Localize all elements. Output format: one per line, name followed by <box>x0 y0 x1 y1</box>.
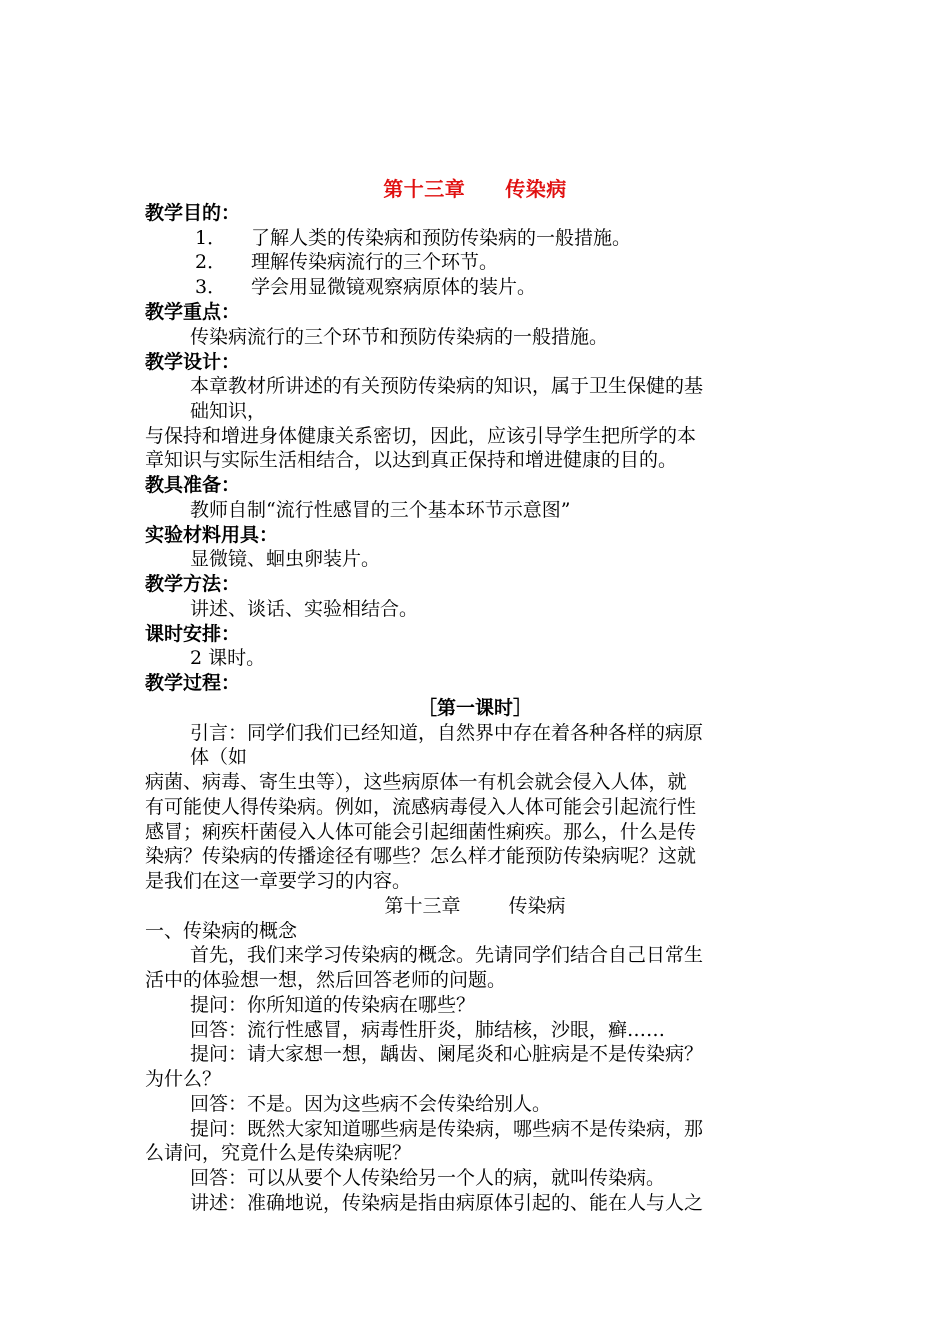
objective-item-1 <box>195 226 631 250</box>
objective-text: 理解传染病流行的三个环节。 <box>251 251 499 273</box>
body-line: 回答：不是。因为这些病不会传染给别人。 <box>190 1093 552 1115</box>
chapter-subtitle-name: 传染病 <box>508 895 566 917</box>
design-line: 本章教材所讲述的有关预防传染病的知识，属于卫生保健的基 <box>190 375 704 397</box>
design-line: 与保持和增进身体健康关系密切，因此，应该引导学生把所学的本 <box>145 425 697 447</box>
intro-line: 是我们在这一章要学习的内容。 <box>145 870 412 892</box>
intro-line: 病菌、病毒、寄生虫等），这些病原体一有机会就会侵入人体，就 <box>145 771 687 793</box>
objective-text: 了解人类的传染病和预防传染病的一般措施。 <box>251 227 632 249</box>
objective-number: 1． <box>195 227 227 249</box>
objective-item-2 <box>195 250 498 274</box>
objective-number: 2． <box>195 251 227 273</box>
chapter-subtitle <box>145 894 805 918</box>
chapter-title-name: 传染病 <box>505 177 567 201</box>
body-line: 提问：你所知道的传染病在哪些？ <box>190 994 476 1016</box>
body-line: 么请问，究竟什么是传染病呢？ <box>145 1142 412 1164</box>
intro-line: 染病？传染病的传播途径有哪些？怎么样才能预防传染病呢？这就 <box>145 845 697 867</box>
design-line: 础知识， <box>190 400 267 422</box>
objective-item-3 <box>195 275 536 299</box>
intro-line: 感冒；痢疾杆菌侵入人体可能会引起细菌性痢疾。那么，什么是传 <box>145 821 697 843</box>
objectives-heading: 教学目的： <box>145 202 241 224</box>
schedule-heading: 课时安排： <box>145 623 241 645</box>
body-line: 提问：请大家想一想，龋齿、阑尾炎和心脏病是不是传染病？ <box>190 1043 704 1065</box>
methods-heading: 教学方法： <box>145 573 241 595</box>
schedule-text: 2 课时。 <box>190 647 266 669</box>
objective-number: 3． <box>195 276 227 298</box>
body-line: 回答：可以从要个人传染给另一个人的病，就叫传染病。 <box>190 1167 666 1189</box>
intro-line: 有可能使人得传染病。例如，流感病毒侵入人体可能会引起流行性 <box>145 796 697 818</box>
chapter-title <box>0 173 950 202</box>
lesson-label: ［第一课时］ <box>417 697 532 719</box>
body-line: 活中的体验想一想，然后回答老师的问题。 <box>145 969 507 991</box>
body-line: 为什么？ <box>145 1068 222 1090</box>
section-heading: 一、传染病的概念 <box>145 920 298 942</box>
design-heading: 教学设计： <box>145 351 241 373</box>
design-line: 章知识与实际生活相结合，以达到真正保持和增进健康的目的。 <box>145 449 678 471</box>
body-line: 提问：既然大家知道哪些病是传染病，哪些病不是传染病，那 <box>190 1118 704 1140</box>
tools-text: 教师自制“流行性感冒的三个基本环节示意图” <box>190 499 571 521</box>
methods-text: 讲述、谈话、实验相结合。 <box>190 598 419 620</box>
chapter-title-number: 第十三章 <box>383 177 466 201</box>
intro-line: 体（如 <box>190 746 248 768</box>
key-points-heading: 教学重点： <box>145 301 241 323</box>
materials-heading: 实验材料用具： <box>145 524 279 546</box>
materials-text: 显微镜、蛔虫卵装片。 <box>190 548 381 570</box>
objective-text: 学会用显微镜观察病原体的装片。 <box>251 276 537 298</box>
process-heading: 教学过程： <box>145 672 241 694</box>
body-line: 讲述：准确地说，传染病是指由病原体引起的、能在人与人之 <box>190 1192 704 1214</box>
tools-heading: 教具准备： <box>145 474 241 496</box>
intro-line: 引言：同学们我们已经知道，自然界中存在着各种各样的病原 <box>190 722 704 744</box>
chapter-subtitle-number: 第十三章 <box>384 895 461 917</box>
key-points-text: 传染病流行的三个环节和预防传染病的一般措施。 <box>190 326 609 348</box>
body-line: 回答：流行性感冒，病毒性肝炎，肺结核，沙眼，癣…… <box>190 1019 666 1041</box>
body-line: 首先，我们来学习传染病的概念。先请同学们结合自己日常生 <box>190 944 704 966</box>
